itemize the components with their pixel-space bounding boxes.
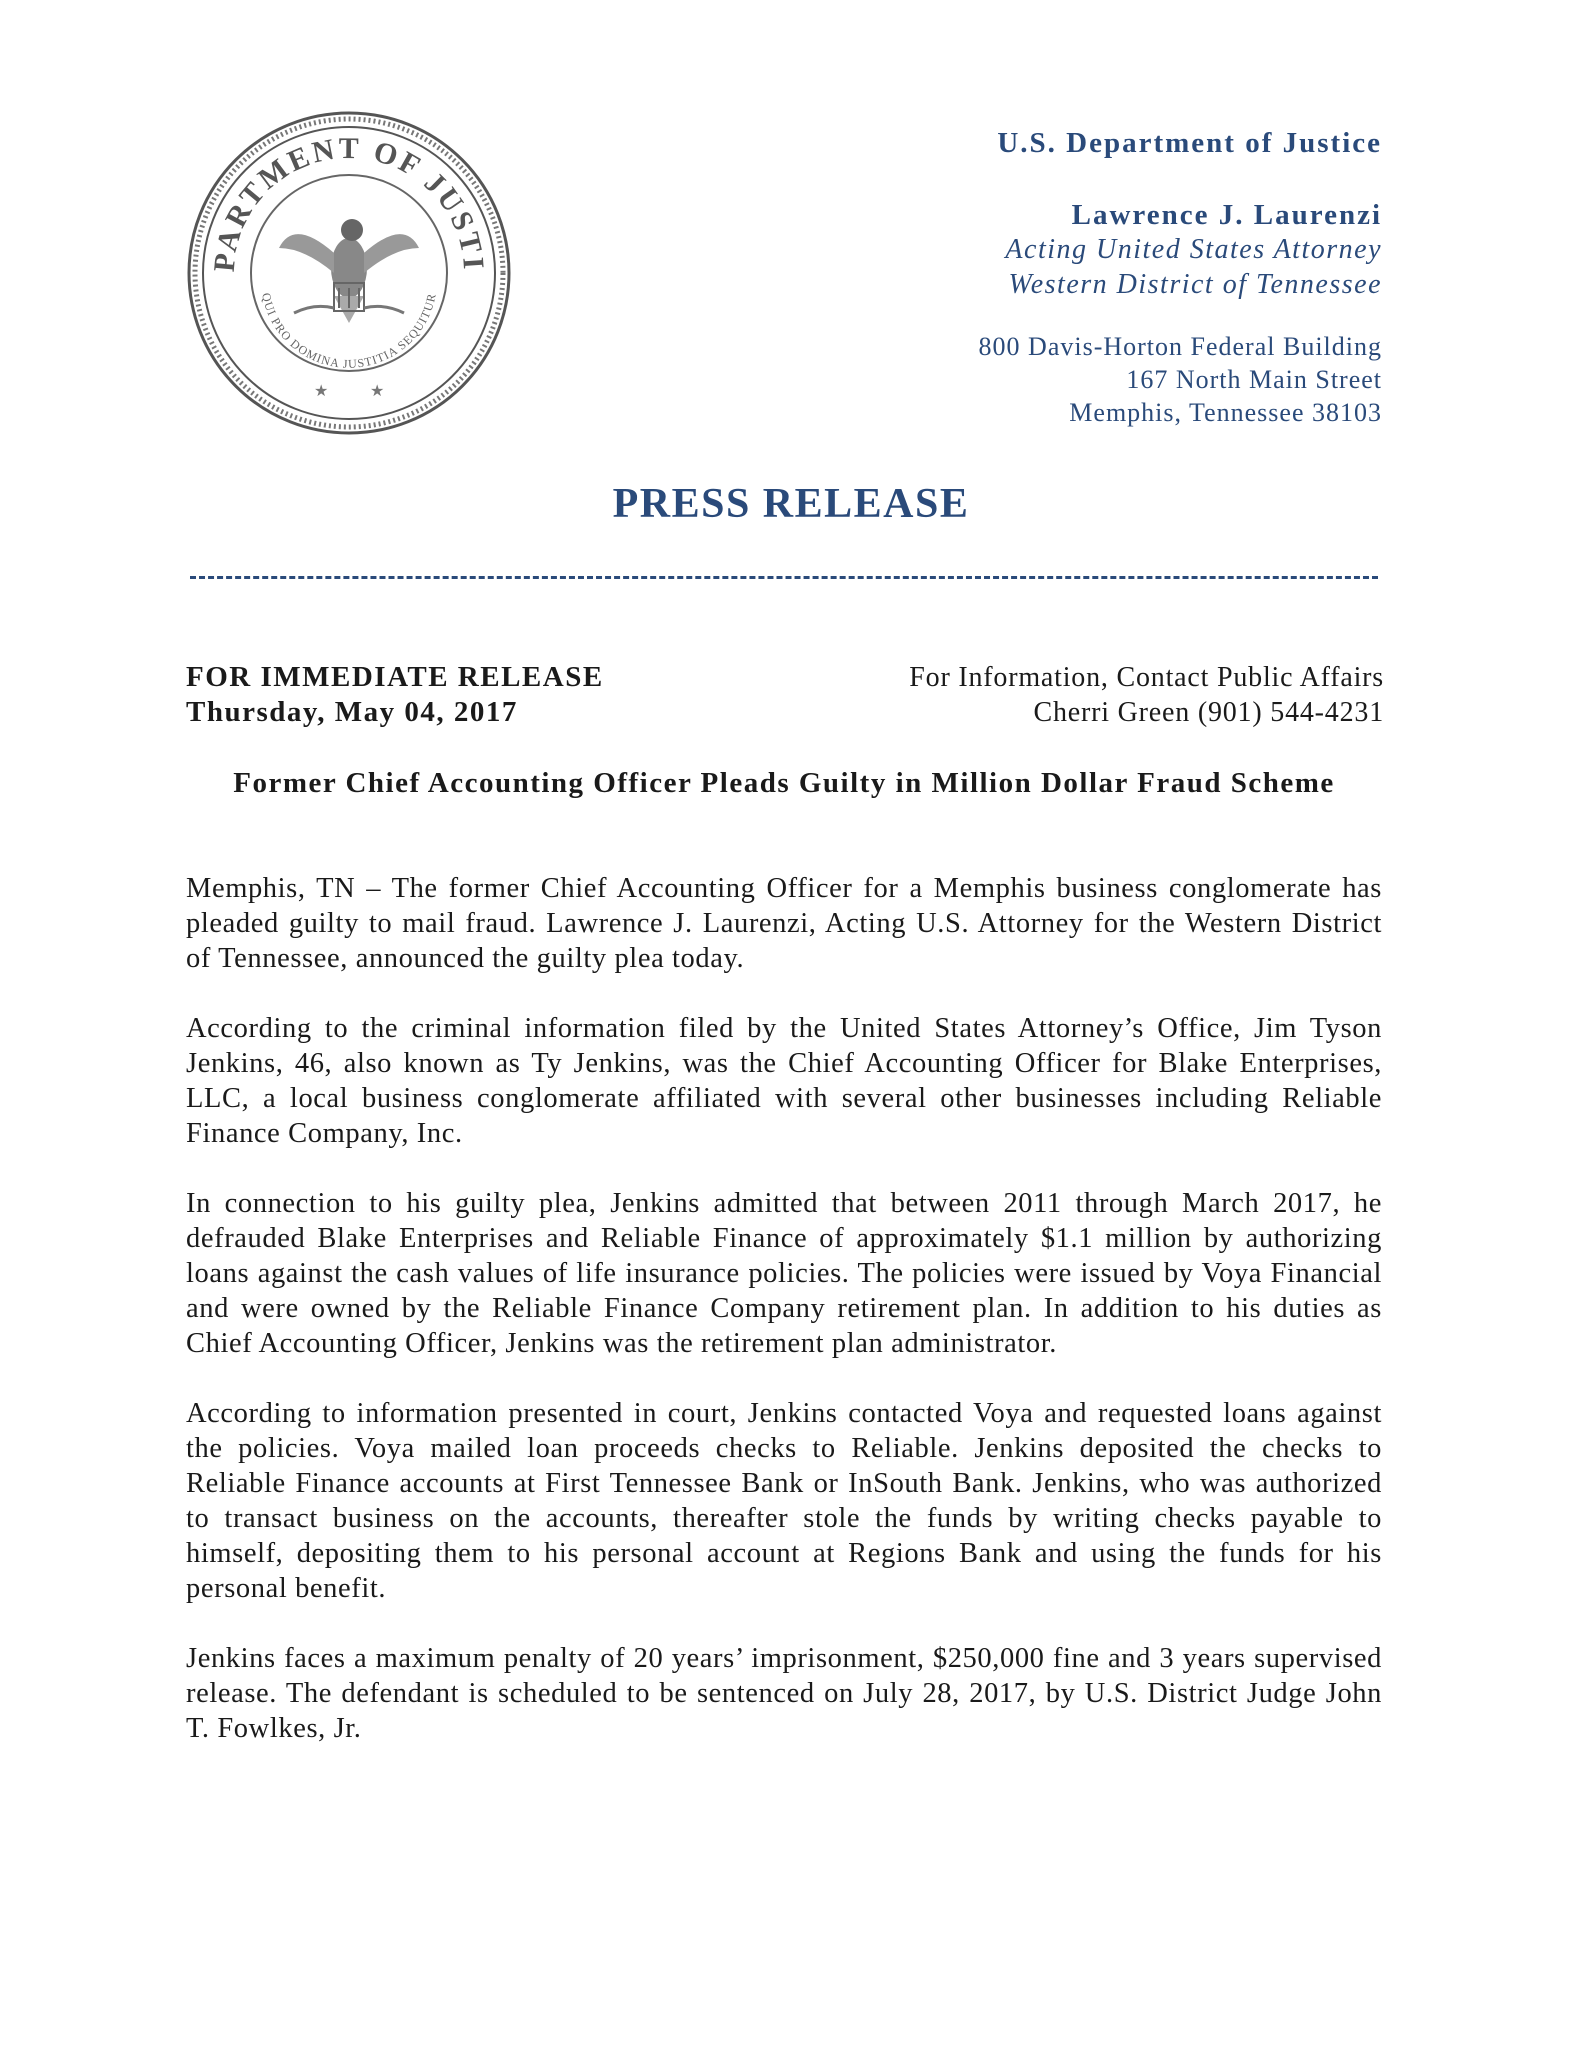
release-date: Thursday, May 04, 2017 [186,696,518,728]
contact-label: For Information, Contact Public Affairs [909,662,1384,693]
seal-graphic [184,108,514,438]
address-line-2: 167 North Main Street [1126,365,1382,394]
release-status [186,660,604,730]
contact-info [909,660,1384,730]
body-paragraph: Jenkins faces a maximum penalty of 20 years’ imprisonment, $250,000 fine and 3 years supervised release. The defendant is scheduled to be sentenced on July 28, 2017, by U.S. District Judge John T. Fowlkes, Jr. [186,1643,1382,1744]
seal-top-text: PARTMENT OF JUSTI [207,131,491,274]
department-name: U.S. Department of Justice [997,127,1382,159]
attorney-name: Lawrence J. Laurenzi [1071,199,1382,231]
address-line-1: 800 Davis-Horton Federal Building [978,332,1382,361]
letterhead [979,126,1382,429]
article-body [186,871,1382,1781]
svg-text:★: ★ [370,381,385,400]
article-headline: Former Chief Accounting Officer Pleads Guilty in Million Dollar Fraud Scheme [233,767,1335,799]
body-paragraph: According to information presented in court, Jenkins contacted Voya and requested loans against the policies. Voya mailed loan proceeds checks to Reliable. Jenkins deposited the checks to Reliable Finance accounts at First Tennessee Bank or InSouth Bank. Jenkins, who was authorized to transact business on the accounts, thereafter stole the funds by writing checks payable to himself, depositing them to his personal account at Regions Bank and using the funds for his personal benefit. [186,1398,1382,1604]
address-line-3: Memphis, Tennessee 38103 [1069,398,1382,427]
svg-text:★: ★ [314,381,329,400]
attorney-title: Acting United States Attorney [1005,234,1382,265]
body-paragraph: In connection to his guilty plea, Jenkins admitted that between 2011 through March 2017, he defrauded Blake Enterprises and Reliable Finance of approximately $1.1 million by authorizing loans against the cash values of life insurance policies. The policies were issued by Voya Financial and were owned by the Reliable Finance Company retirement plan. In addition to his duties as Chief Accounting Officer, Jenkins was the retirement plan administrator. [186,1188,1382,1359]
doj-seal-logo [184,108,514,438]
body-paragraph: According to the criminal information filed by the United States Attorney’s Office, Jim Tyson Jenkins, 46, also known as Ty Jenkins, was the Chief Accounting Officer for Blake Enterprises, LLC, a local business conglomerate affiliated with several other businesses including Reliable Finance Company, Inc. [186,1013,1382,1149]
office-address [979,330,1382,429]
body-paragraph: Memphis, TN – The former Chief Accounting Officer for a Memphis business conglomerate has pleaded guilty to mail fraud. Lawrence J. Laurenzi, Acting U.S. Attorney for the Western District of Tennessee, announced the guilty plea today. [186,873,1382,974]
header-divider [190,576,1378,579]
district-name: Western District of Tennessee [1008,269,1382,300]
contact-person: Cherri Green (901) 544-4231 [1033,697,1384,728]
seal-motto-text: QUI PRO DOMINA JUSTITIA SEQUITUR [259,291,439,371]
press-release-title: PRESS RELEASE [612,481,970,527]
immediate-release-label: FOR IMMEDIATE RELEASE [186,661,604,693]
